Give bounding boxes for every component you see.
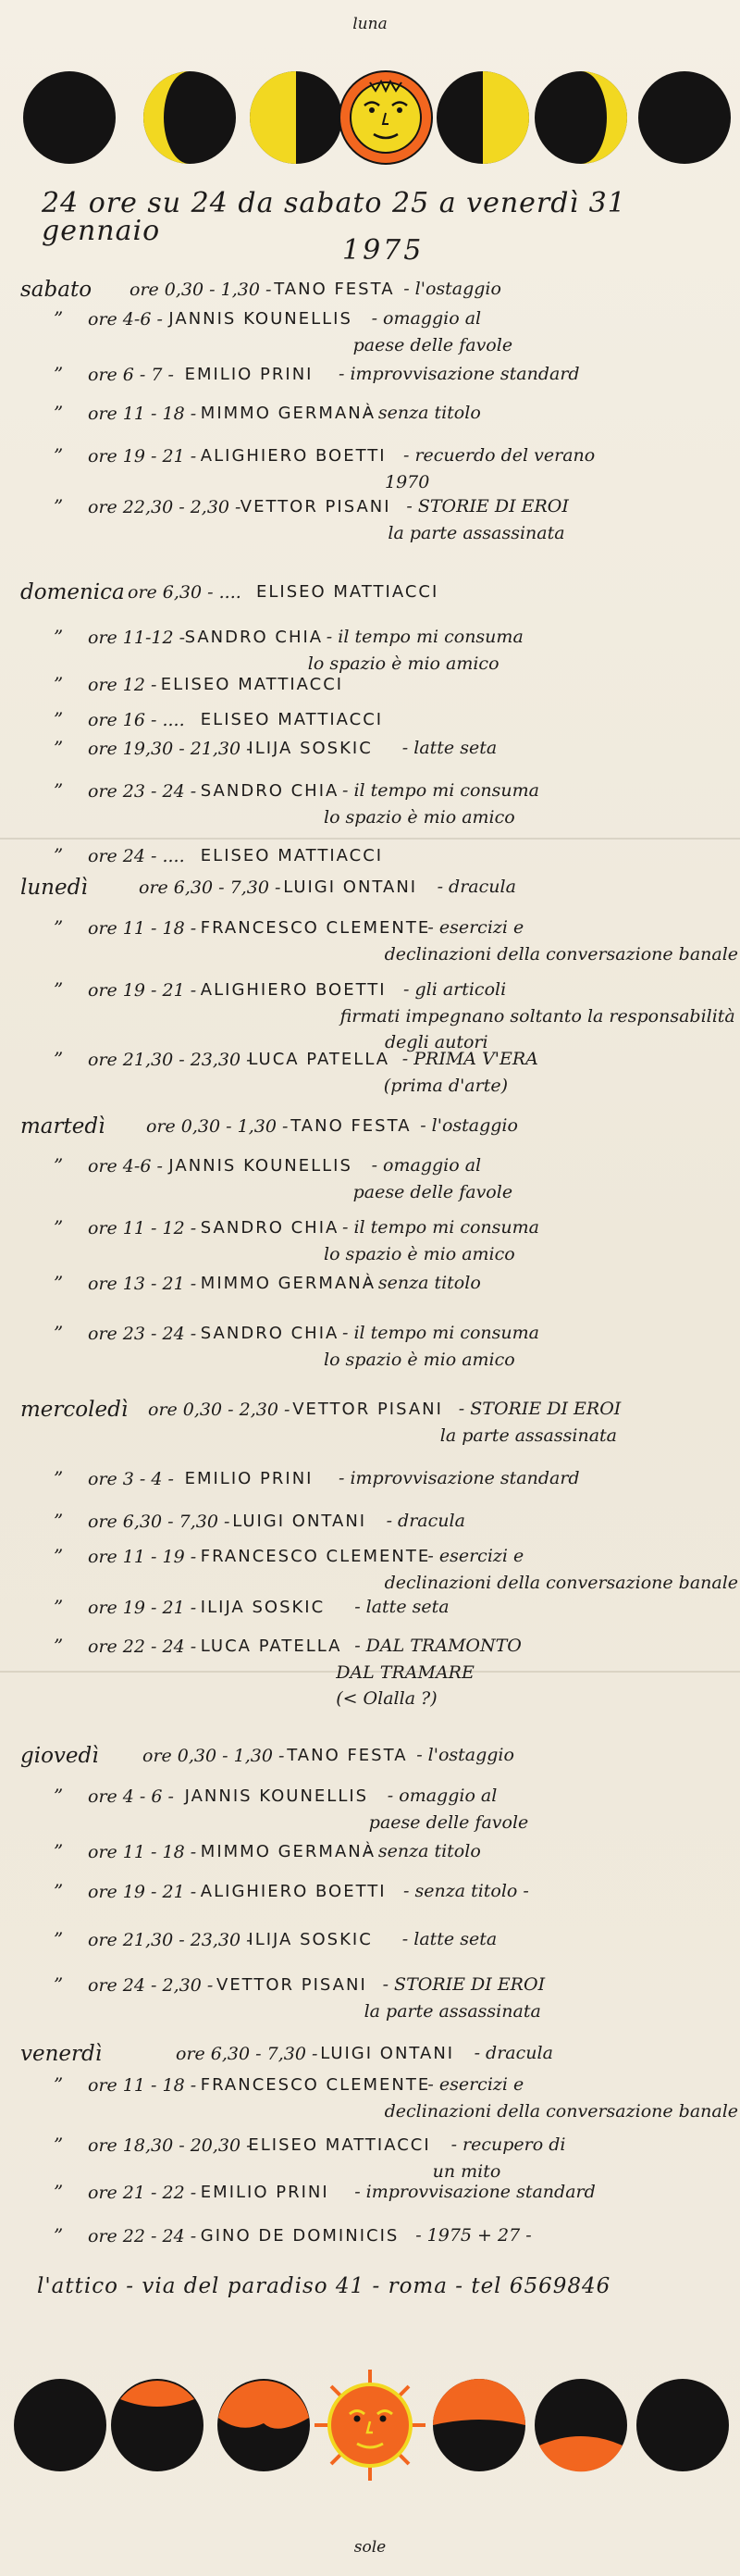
work-title: - improvvisazione standard (339, 364, 580, 384)
ditto-mark: ” (54, 978, 64, 1001)
schedule-entry (0, 1154, 740, 1202)
work-title: - dracula (437, 877, 516, 897)
artist-name: JANNIS KOUNELLIS (168, 1156, 352, 1176)
work-title: - STORIE DI EROI (406, 496, 569, 516)
work-title: DAL TRAMARE (336, 1662, 475, 1683)
ditto-mark: ” (54, 2073, 64, 2096)
artist-name: ALIGHIERO BOETTI (200, 1882, 387, 1901)
schedule-entry (0, 1048, 740, 1096)
work-title: la parte assassinata (364, 2001, 541, 2022)
day-label: lunedì (20, 876, 88, 900)
ditto-mark: ” (54, 495, 64, 517)
time-slot: ore 11 - 18 - (88, 2075, 197, 2096)
work-title: paese delle favole (352, 335, 513, 355)
work-title: - dracula (474, 2043, 553, 2063)
rising-sun-icon (111, 2379, 204, 2471)
artist-name: SANDRO CHIA (200, 781, 339, 801)
schedule-entry (0, 2224, 740, 2261)
sun-face-icon (314, 2370, 426, 2481)
ditto-mark: ” (54, 1467, 64, 1489)
artist-name: LUIGI ONTANI (232, 1512, 367, 1531)
time-slot: ore 11 - 19 - (88, 1547, 197, 1567)
artist-name: JANNIS KOUNELLIS (168, 309, 352, 329)
time-slot: ore 0,30 - 1,30 - (142, 1746, 285, 1766)
artist-name: ELISEO MATTIACCI (160, 675, 344, 694)
ditto-mark: ” (54, 1322, 64, 1344)
schedule-entry (0, 307, 740, 355)
artist-name: SANDRO CHIA (200, 1324, 339, 1343)
artist-name: ILIJA SOSKIC (248, 1930, 373, 1949)
time-slot: ore 12 - (88, 675, 157, 695)
time-slot: ore 24 - .... (88, 846, 185, 866)
schedule-entry (0, 1744, 740, 1781)
time-slot: ore 4 - 6 - (88, 1786, 174, 1807)
artist-name: FRANCESCO CLEMENTE (200, 2075, 431, 2095)
work-title: - latte seta (401, 738, 498, 758)
setting-sun-icon (433, 2379, 525, 2471)
ditto-mark: ” (54, 444, 64, 467)
work-title: - esercizi e (427, 917, 524, 938)
artist-name: FRANCESCO CLEMENTE (200, 1547, 431, 1566)
schedule-entry (0, 673, 740, 710)
schedule-entry (0, 1467, 740, 1504)
artist-name: MIMMO GERMANÀ (200, 404, 376, 423)
time-slot: ore 6,30 - .... (128, 582, 241, 603)
ditto-mark: ” (54, 363, 64, 385)
time-slot: ore 23 - 24 - (88, 1324, 197, 1344)
artist-name: ALIGHIERO BOETTI (200, 980, 387, 1000)
work-title: - gli articoli (403, 979, 507, 1000)
work-title: - senza titolo (366, 403, 481, 423)
ditto-mark: ” (54, 626, 64, 648)
schedule-entry (0, 444, 740, 492)
work-title: - dracula (386, 1511, 465, 1531)
schedule-entry (0, 1322, 740, 1370)
work-title: la parte assassinata (388, 523, 565, 543)
first-quarter-icon (250, 71, 342, 164)
waning-crescent-icon (535, 71, 627, 164)
ditto-mark: ” (54, 2224, 64, 2246)
day-label: mercoledì (20, 1398, 129, 1422)
time-slot: ore 19 - 21 - (88, 1882, 197, 1902)
schedule-entry (0, 876, 740, 913)
ditto-mark: ” (54, 737, 64, 759)
artist-name: LUIGI ONTANI (320, 2044, 455, 2063)
dark-sun-icon (636, 2379, 729, 2471)
half-sun-icon (217, 2379, 310, 2471)
time-slot: ore 3 - 4 - (88, 1469, 174, 1489)
schedule-entry (0, 2181, 740, 2218)
work-title: - senza titolo (366, 1841, 481, 1861)
artist-name: ELISEO MATTIACCI (200, 846, 384, 865)
schedule-entry (0, 916, 740, 964)
new-moon-icon (23, 71, 116, 164)
schedule-entry (0, 1114, 740, 1151)
artist-name: MIMMO GERMANÀ (200, 1274, 376, 1293)
artist-name: JANNIS KOUNELLIS (184, 1786, 369, 1806)
artist-name: SANDRO CHIA (200, 1218, 339, 1238)
work-title: (< Olalla ?) (336, 1688, 438, 1709)
schedule-entry (0, 1398, 740, 1446)
work-title: - senza titolo (366, 1273, 481, 1293)
ditto-mark: ” (54, 708, 64, 730)
ditto-mark: ” (54, 1545, 64, 1567)
work-title: paese delle favole (352, 1182, 513, 1202)
time-slot: ore 4-6 - (88, 1156, 163, 1176)
time-slot: ore 6,30 - 7,30 - (88, 1512, 230, 1532)
artist-name: EMILIO PRINI (184, 1469, 314, 1488)
work-title: - DAL TRAMONTO (354, 1636, 522, 1656)
work-title: lo spazio è mio amico (324, 1244, 515, 1264)
artist-name: TANO FESTA (290, 1116, 412, 1136)
time-slot: ore 13 - 21 - (88, 1274, 197, 1294)
work-title: - il tempo mi consuma (342, 1323, 539, 1343)
poster-title: 24 ore su 24 da sabato 25 a venerdì 31 gennaio (42, 187, 626, 247)
schedule-entry (0, 1840, 740, 1877)
time-slot: ore 23 - 24 - (88, 781, 197, 802)
artist-name: ILIJA SOSKIC (200, 1598, 326, 1617)
work-title: - omaggio al (371, 308, 482, 329)
time-slot: ore 6,30 - 7,30 - (176, 2044, 318, 2064)
work-title: - l'ostaggio (403, 279, 501, 299)
artist-name: VETTOR PISANI (216, 1975, 367, 1995)
schedule-entry (0, 2073, 740, 2122)
artist-name: TANO FESTA (274, 280, 395, 299)
time-slot: ore 16 - .... (88, 710, 185, 730)
schedule-entry (0, 1973, 740, 2022)
work-title: - l'ostaggio (420, 1115, 518, 1136)
time-slot: ore 11 - 12 - (88, 1218, 197, 1238)
work-title: - latte seta (401, 1929, 498, 1949)
schedule-entry (0, 1216, 740, 1264)
schedule-entry (0, 1596, 740, 1633)
work-title: - il tempo mi consuma (342, 1217, 539, 1238)
work-title: - improvvisazione standard (354, 2182, 596, 2202)
work-title: - STORIE DI EROI (382, 1974, 546, 1995)
schedule-entry (0, 1880, 740, 1917)
schedule-entry (0, 1635, 740, 1709)
schedule-entry (0, 1928, 740, 1965)
ditto-mark: ” (54, 779, 64, 802)
ditto-mark: ” (54, 673, 64, 695)
work-title: - il tempo mi consuma (342, 780, 539, 801)
time-slot: ore 11 - 18 - (88, 404, 197, 424)
schedule-entry (0, 1785, 740, 1833)
moon-phases-row (0, 67, 740, 178)
schedule-entry (0, 363, 740, 400)
work-title: declinazioni della conversazione banale (384, 2101, 739, 2122)
work-title: - STORIE DI EROI (458, 1399, 622, 1419)
ditto-mark: ” (54, 916, 64, 939)
artist-name: SANDRO CHIA (184, 628, 324, 647)
work-title: 1970 (385, 472, 430, 492)
schedule-entry (0, 402, 740, 439)
ditto-mark: ” (54, 307, 64, 330)
time-slot: ore 18,30 - 20,30 - (88, 2135, 253, 2156)
time-slot: ore 21,30 - 23,30 - (88, 1930, 253, 1950)
work-title: (prima d'arte) (383, 1076, 509, 1096)
time-slot: ore 21 - 22 - (88, 2183, 197, 2203)
time-slot: ore 4-6 - (88, 309, 163, 330)
work-title: - recupero di (450, 2134, 566, 2155)
time-slot: ore 6 - 7 - (88, 365, 174, 385)
work-title: - esercizi e (427, 1546, 524, 1566)
schedule-entry (0, 1545, 740, 1593)
time-slot: ore 22 - 24 - (88, 2226, 197, 2246)
artist-name: LUCA PATELLA (200, 1636, 342, 1656)
work-title: lo spazio è mio amico (307, 653, 500, 674)
time-slot: ore 11-12 - (88, 628, 186, 648)
artist-name: GINO DE DOMINICIS (200, 2226, 400, 2246)
ditto-mark: ” (54, 1154, 64, 1176)
ditto-mark: ” (54, 1635, 64, 1657)
day-label: venerdì (20, 2042, 103, 2066)
work-title: - omaggio al (371, 1155, 482, 1176)
time-slot: ore 22,30 - 2,30 - (88, 497, 241, 517)
work-title: lo spazio è mio amico (324, 807, 515, 828)
time-slot: ore 0,30 - 1,30 - (130, 280, 272, 300)
time-slot: ore 0,30 - 2,30 - (148, 1400, 290, 1420)
ditto-mark: ” (54, 1973, 64, 1996)
work-title: - senza titolo - (403, 1881, 529, 1901)
time-slot: ore 21,30 - 23,30 - (88, 1050, 253, 1070)
schedule-entry (0, 978, 740, 1052)
artist-name: ELISEO MATTIACCI (248, 2135, 431, 2155)
full-moon-face-icon (339, 71, 432, 164)
work-title: lo spazio è mio amico (324, 1350, 515, 1370)
time-slot: ore 6,30 - 7,30 - (139, 877, 281, 898)
time-slot: ore 19 - 21 - (88, 446, 197, 467)
work-title: un mito (432, 2161, 501, 2182)
fold-line (0, 838, 740, 840)
new-moon-icon (638, 71, 731, 164)
day-label: martedì (20, 1114, 105, 1139)
work-title: - improvvisazione standard (339, 1468, 580, 1488)
work-title: - 1975 + 27 - (415, 2225, 532, 2246)
work-title: paese delle favole (368, 1812, 529, 1833)
work-title: - omaggio al (387, 1786, 498, 1806)
third-quarter-icon (437, 71, 529, 164)
ditto-mark: ” (54, 2134, 64, 2156)
day-label: giovedì (20, 1744, 99, 1768)
ditto-mark: ” (54, 1048, 64, 1070)
ditto-mark: ” (54, 402, 64, 424)
sunset-sun-icon (535, 2379, 627, 2471)
artist-name: VETTOR PISANI (240, 497, 391, 516)
poster-year: 1975 (342, 234, 425, 267)
work-title: firmati impegnano soltanto la responsabilità (339, 1006, 735, 1027)
schedule-entry (0, 779, 740, 828)
day-label: sabato (20, 278, 92, 302)
bottom-label: sole (353, 2538, 387, 2557)
ditto-mark: ” (54, 1272, 64, 1294)
work-title: la parte assassinata (439, 1425, 617, 1446)
artist-name: MIMMO GERMANÀ (200, 1842, 376, 1861)
artist-name: LUCA PATELLA (248, 1050, 390, 1069)
artist-name: VETTOR PISANI (292, 1400, 443, 1419)
artist-name: ALIGHIERO BOETTI (200, 446, 387, 466)
ditto-mark: ” (54, 844, 64, 866)
work-title: - recuerdo del verano (403, 445, 596, 466)
artist-name: ELISEO MATTIACCI (200, 710, 384, 729)
schedule-entry (0, 737, 740, 774)
time-slot: ore 0,30 - 1,30 - (146, 1116, 289, 1137)
ditto-mark: ” (54, 1216, 64, 1238)
schedule-entry (0, 1510, 740, 1547)
schedule-entry (0, 2134, 740, 2182)
time-slot: ore 22 - 24 - (88, 1636, 197, 1657)
artist-name: FRANCESCO CLEMENTE (200, 918, 431, 938)
day-label: domenica (20, 580, 125, 604)
waxing-crescent-icon (143, 71, 236, 164)
work-title: degli autori (385, 1032, 488, 1052)
time-slot: ore 19 - 21 - (88, 980, 197, 1001)
ditto-mark: ” (54, 1840, 64, 1862)
ditto-mark: ” (54, 1880, 64, 1902)
time-slot: ore 11 - 18 - (88, 918, 197, 939)
work-title: - esercizi e (427, 2074, 524, 2095)
dark-sun-icon (14, 2379, 106, 2471)
ditto-mark: ” (54, 1785, 64, 1807)
work-title: declinazioni della conversazione banale (384, 1573, 739, 1593)
artist-name: EMILIO PRINI (184, 365, 314, 384)
sun-phases-row (0, 2370, 740, 2481)
schedule-entry (0, 1272, 740, 1309)
schedule-entry (0, 495, 740, 543)
time-slot: ore 19 - 21 - (88, 1598, 197, 1618)
time-slot: ore 24 - 2,30 - (88, 1975, 214, 1996)
schedule-entry (0, 580, 740, 617)
top-label: luna (352, 15, 388, 33)
schedule-entry (0, 626, 740, 674)
artist-name: ILIJA SOSKIC (248, 739, 373, 758)
time-slot: ore 11 - 18 - (88, 1842, 197, 1862)
work-title: - il tempo mi consuma (326, 627, 524, 647)
ditto-mark: ” (54, 2181, 64, 2203)
work-title: - PRIMA V'ERA (401, 1049, 538, 1069)
artist-name: EMILIO PRINI (200, 2183, 329, 2202)
artist-name: LUIGI ONTANI (283, 877, 418, 897)
work-title: - latte seta (354, 1597, 450, 1617)
artist-name: TANO FESTA (287, 1746, 408, 1765)
ditto-mark: ” (54, 1510, 64, 1532)
artist-name: ELISEO MATTIACCI (256, 582, 439, 602)
time-slot: ore 19,30 - 21,30 - (88, 739, 253, 759)
work-title: declinazioni della conversazione banale (384, 944, 739, 964)
ditto-mark: ” (54, 1596, 64, 1618)
gallery-address: l'attico - via del paradiso 41 - roma - tel 6569846 (37, 2274, 611, 2298)
work-title: - l'ostaggio (416, 1745, 514, 1765)
ditto-mark: ” (54, 1928, 64, 1950)
